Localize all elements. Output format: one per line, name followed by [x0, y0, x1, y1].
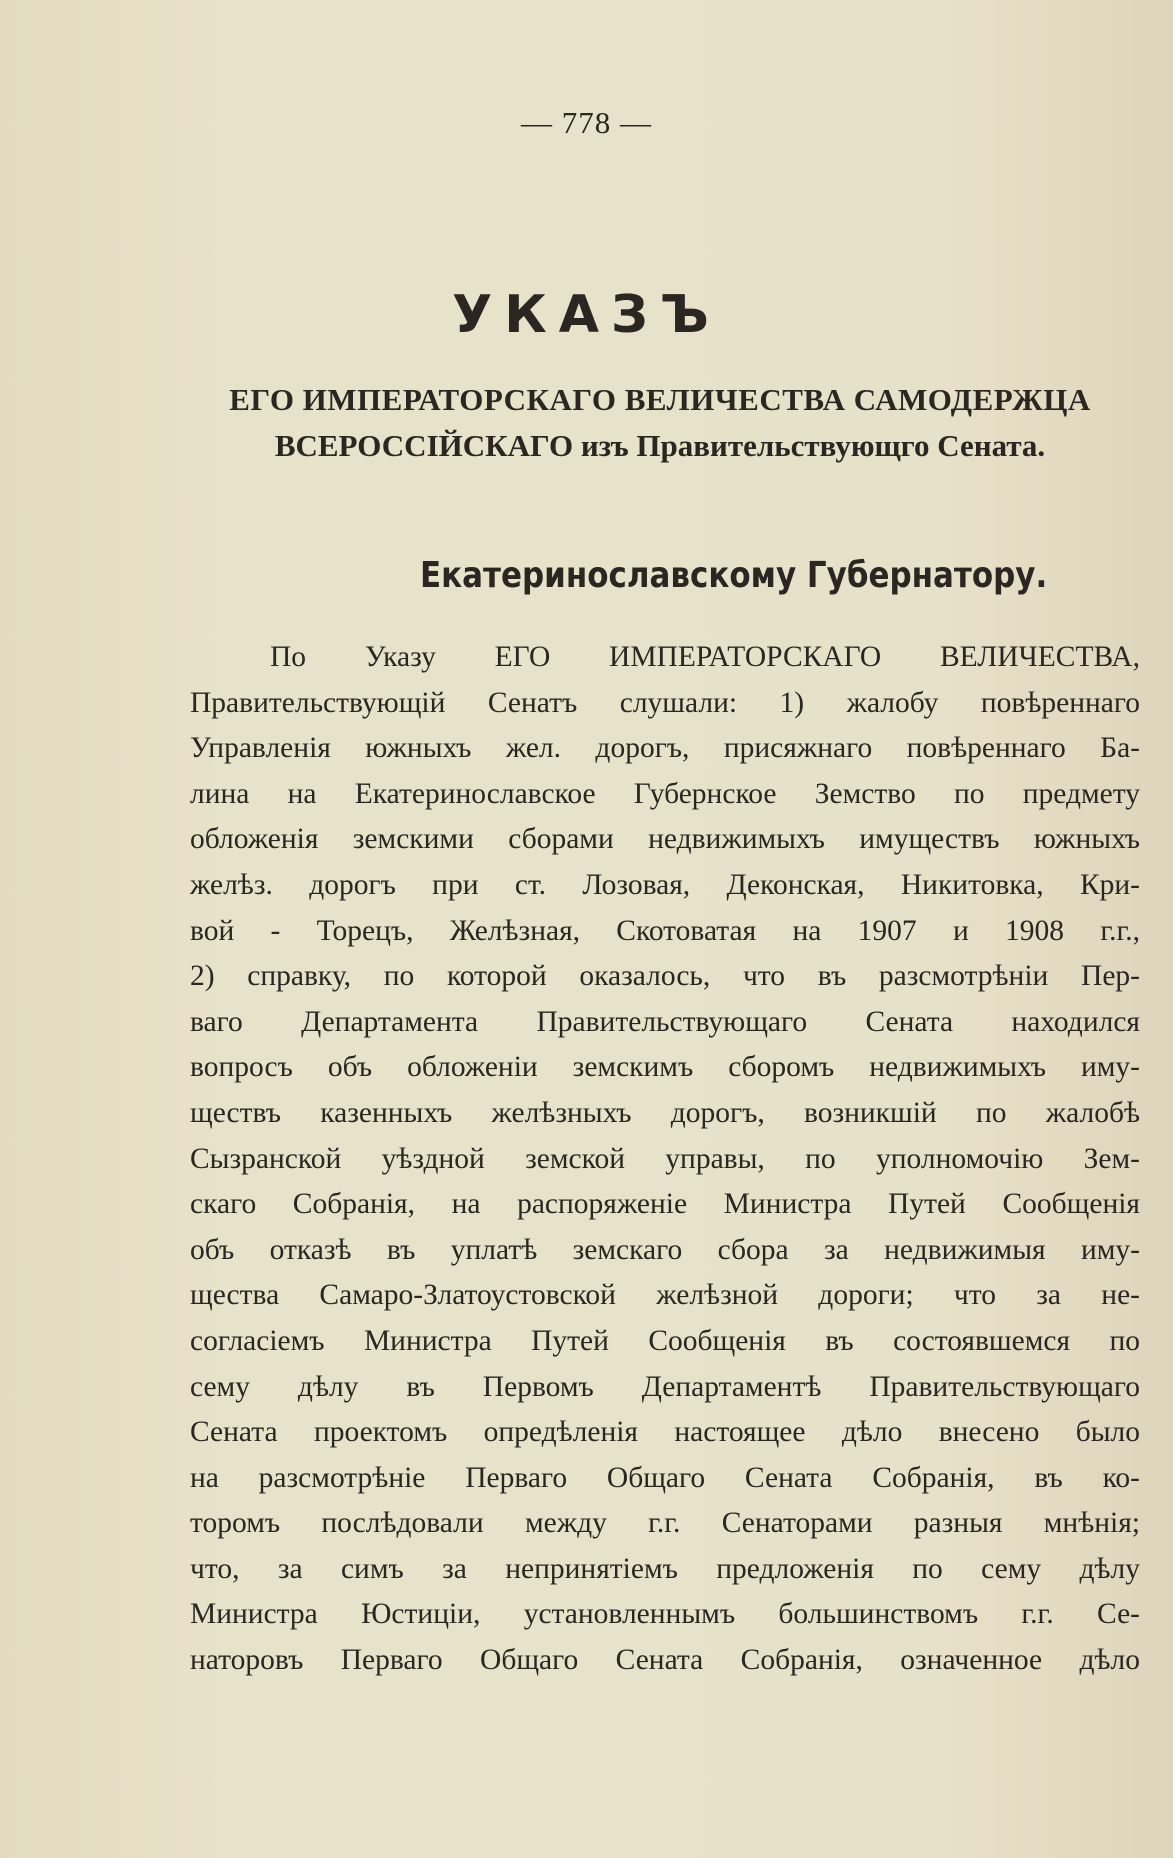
body-text — [190, 635, 1140, 1684]
body-line: согласіемъ Министра Путей Сообщенія въ состоявшемся по — [190, 1324, 1140, 1357]
body-line: скаго Собранія, на распоряженіе Министра Путей Сообщенія — [190, 1188, 1140, 1221]
body-line: на разсмотрѣніе Перваго Общаго Сената Собранія, въ ко- — [190, 1461, 1140, 1494]
decree-title: УКАЗЪ — [452, 285, 721, 345]
body-line: щества Самаро-Златоустовской желѣзной дороги; что за не- — [190, 1279, 1140, 1312]
body-line: Сената проектомъ опредѣленія настоящее дѣло внесено было — [190, 1416, 1140, 1449]
body-line: вой - Торецъ, Желѣзная, Скотоватая на 1907 и 1908 г.г., — [190, 914, 1140, 947]
decree-subtitle-line2: ВСЕРОССІЙСКАГО изъ Правительствующго Сената. — [274, 428, 1046, 463]
body-line: 2) справку, по которой оказалось, что въ разсмотрѣніи Пер- — [190, 960, 1140, 993]
body-line: обложенія земскими сборами недвижимыхъ имуществъ южныхъ — [190, 823, 1140, 856]
page-number: — 778 — — [521, 105, 652, 140]
body-line: что, за симъ за непринятіемъ предложенія по сему дѣлу — [190, 1552, 1140, 1585]
body-line: ваго Департамента Правительствующаго Сената находился — [190, 1005, 1140, 1038]
body-line: вопросъ объ обложеніи земскимъ сборомъ недвижимыхъ иму- — [190, 1051, 1140, 1084]
body-line: наторовъ Перваго Общаго Сената Собранія, означенное дѣло — [190, 1644, 1140, 1677]
body-line: Правительствующій Сенатъ слушали: 1) жалобу повѣреннаго — [190, 686, 1140, 719]
body-line: сему дѣлу въ Первомъ Департаментѣ Правительствующаго — [190, 1370, 1140, 1403]
body-line: желѣз. дорогъ при ст. Лозовая, Деконская, Никитовка, Кри- — [190, 868, 1140, 901]
body-line: Управленія южныхъ жел. дорогъ, присяжнаго повѣреннаго Ба- — [190, 732, 1140, 765]
body-line: ществъ казенныхъ желѣзныхъ дорогъ, возникшій по жалобѣ — [190, 1096, 1140, 1129]
body-line: Министра Юстиціи, установленнымъ большинствомъ г.г. Се- — [190, 1598, 1140, 1631]
decree-subtitle-line1: ЕГО ИМПЕРАТОРСКАГО ВЕЛИЧЕСТВА САМОДЕРЖЦА — [229, 382, 1091, 417]
body-line: торомъ послѣдовали между г.г. Сенаторами разныя мнѣнія; — [190, 1507, 1140, 1540]
body-line: По Указу ЕГО ИМПЕРАТОРСКАГО ВЕЛИЧЕСТВА, — [270, 641, 1140, 673]
body-line: Сызранской уѣздной земской управы, по уполномочію Зем- — [190, 1142, 1140, 1175]
body-line: объ отказѣ въ уплатѣ земскаго сбора за недвижимыя иму- — [190, 1233, 1140, 1266]
addressee-heading: Екатеринославскому Губернатору. — [420, 555, 1048, 596]
body-line: лина на Екатеринославское Губернское Земство по предмету — [190, 777, 1140, 810]
